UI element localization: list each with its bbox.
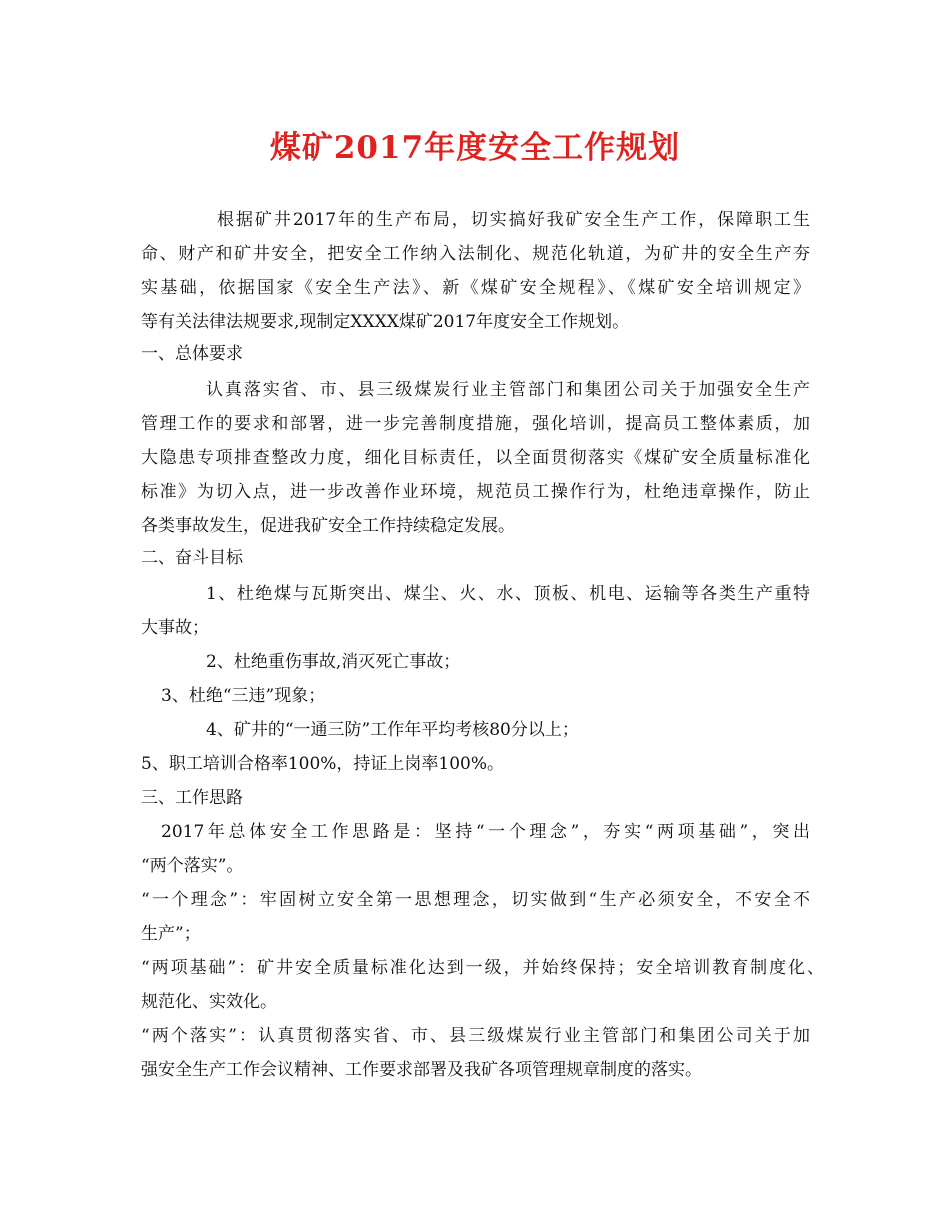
paragraph-line: 强安全生产工作会议精神、工作要求部署及我矿各项管理规章制度的落实。 bbox=[141, 1060, 702, 1080]
paragraph-line: 认真落实省、市、县三级煤炭行业主管部门和集团公司关于加强安全生产 bbox=[206, 380, 810, 400]
paragraph-line: “两个落实”。 bbox=[141, 856, 244, 876]
list-item: 2、杜绝重伤事故,消灭死亡事故； bbox=[206, 652, 461, 672]
paragraph-line: 生产”； bbox=[141, 924, 201, 944]
paragraph-line: “两项基础”：矿井安全质量标准化达到一级，并始终保持；安全培训教育制度化、 bbox=[141, 958, 824, 978]
list-item: 5、职工培训合格率100%，持证上岗率100%。 bbox=[141, 754, 505, 774]
paragraph-line: “一个理念”：牢固树立安全第一思想理念，切实做到“生产必须安全，不安全不 bbox=[141, 890, 810, 910]
paragraph-line: 命、财产和矿井安全，把安全工作纳入法制化、规范化轨道，为矿井的安全生产夯 bbox=[141, 244, 810, 264]
list-item: 1、杜绝煤与瓦斯突出、煤尘、火、水、顶板、机电、运输等各类生产重特 bbox=[206, 584, 810, 604]
paragraph-line: 各类事故发生，促进我矿安全工作持续稳定发展。 bbox=[141, 516, 515, 536]
list-item: 4、矿井的“一通三防”工作年平均考核80分以上； bbox=[206, 720, 579, 740]
paragraph-line: “两个落实”：认真贯彻落实省、市、县三级煤炭行业主管部门和集团公司关于加 bbox=[141, 1026, 810, 1046]
paragraph-line: 管理工作的要求和部署，进一步完善制度措施，强化培训，提高员工整体素质，加 bbox=[141, 414, 810, 434]
paragraph-line: 等有关法律法规要求,现制定XXXX煤矿2017年度安全工作规划。 bbox=[141, 312, 630, 332]
paragraph-line: 规范化、实效化。 bbox=[141, 992, 277, 1012]
document-title: 煤矿2017年度安全工作规划 bbox=[269, 130, 681, 166]
paragraph-line: 标准》为切入点，进一步改善作业环境，规范员工操作行为，杜绝违章操作，防止 bbox=[141, 482, 810, 502]
list-item: 3、杜绝“三违”现象； bbox=[161, 686, 326, 706]
section-heading: 三、工作思路 bbox=[141, 788, 243, 808]
paragraph-line: 2017年总体安全工作思路是：坚持“一个理念”，夯实“两项基础”，突出 bbox=[161, 822, 810, 842]
section-heading: 一、总体要求 bbox=[141, 344, 243, 364]
paragraph-line: 根据矿井2017年的生产布局，切实搞好我矿安全生产工作，保障职工生 bbox=[217, 210, 810, 230]
section-heading: 二、奋斗目标 bbox=[141, 548, 243, 568]
list-item: 大事故； bbox=[141, 618, 209, 638]
paragraph-line: 实基础，依据国家《安全生产法》、新《煤矿安全规程》、《煤矿安全培训规定》 bbox=[141, 278, 810, 298]
paragraph-line: 大隐患专项排查整改力度，细化目标责任，以全面贯彻落实《煤矿安全质量标准化 bbox=[141, 448, 810, 468]
